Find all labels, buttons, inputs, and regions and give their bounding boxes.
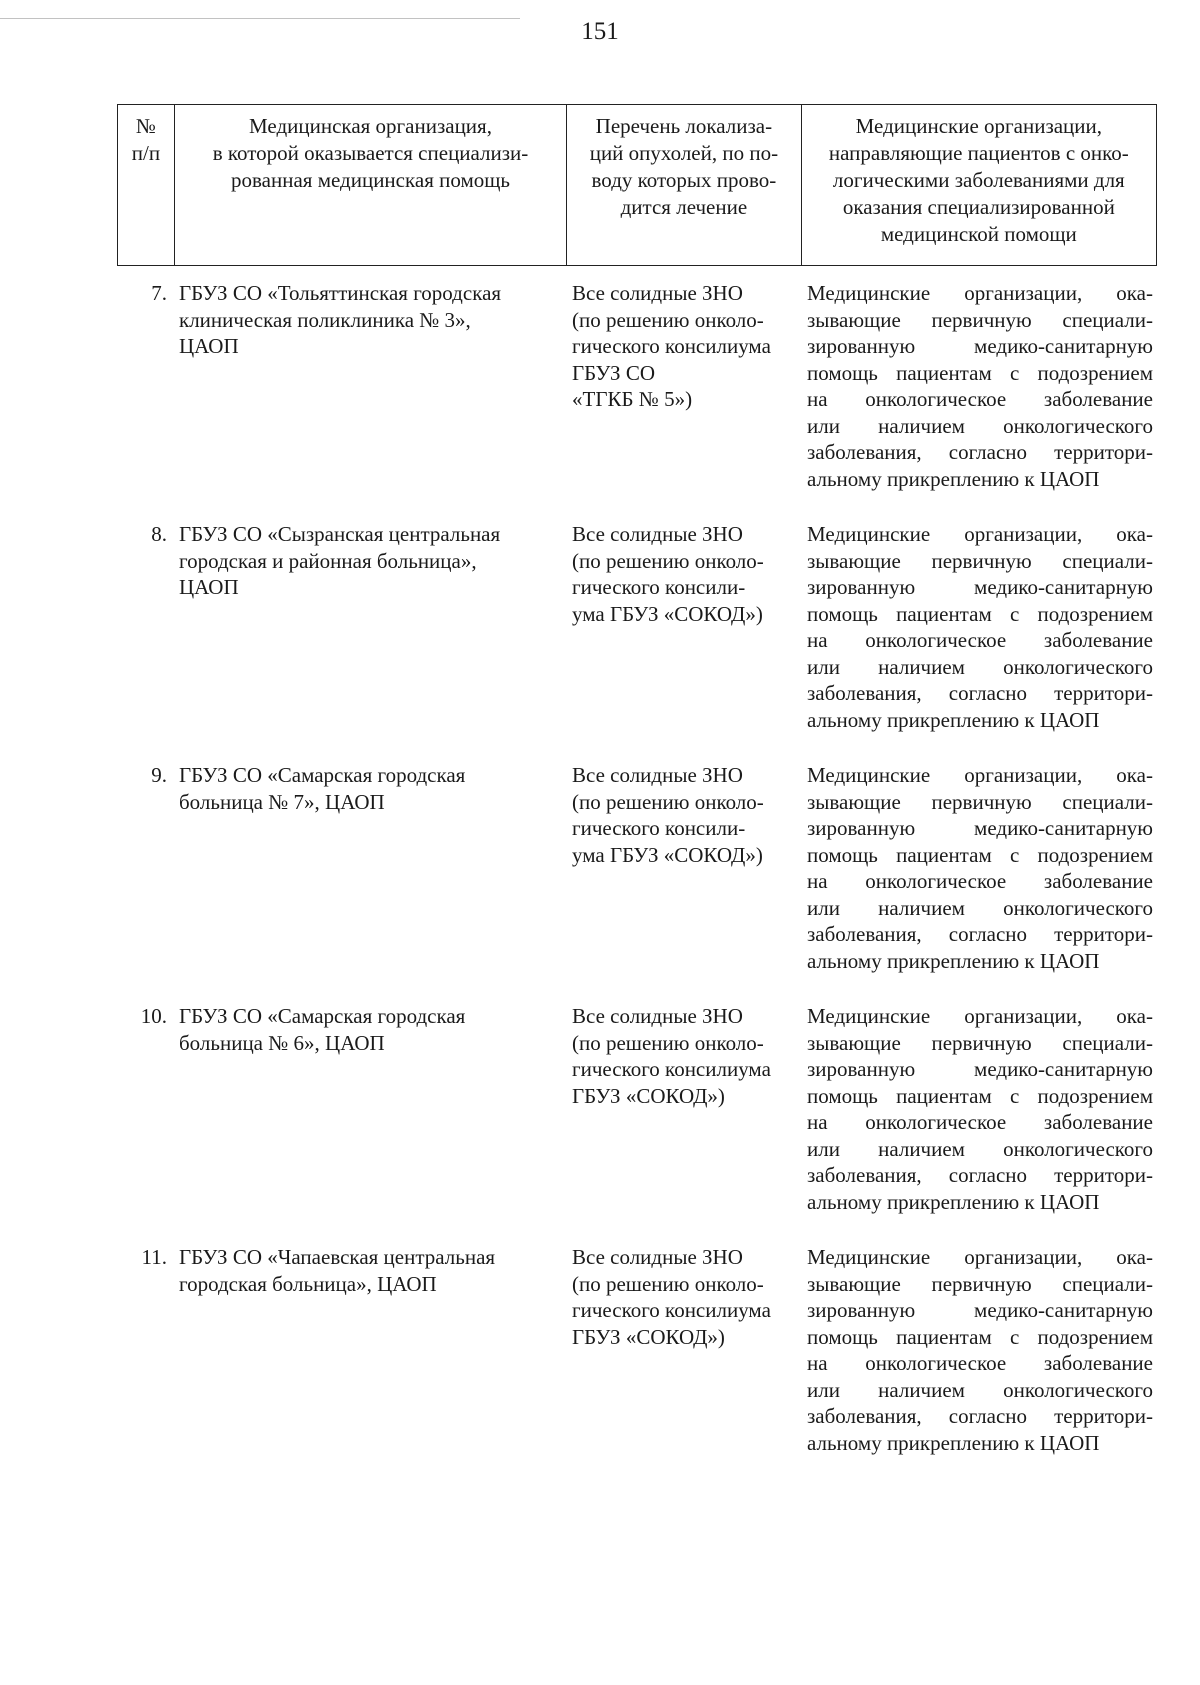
referring-line: или наличием онкологического [807,654,1153,679]
referring-line: на онкологическое заболевание [807,628,1153,652]
referring-line: или наличием онкологического [807,895,1153,920]
referring-line: зывающие первичную специали- [807,1271,1153,1296]
referring-line: на онкологическое заболевание [807,1351,1153,1375]
referring-line: Медицинские организации, ока- [807,281,1153,305]
referring-line: на онкологическое заболевание [807,387,1153,411]
referring-line: помощь пациентам с подозрением [807,601,1153,626]
row-referring [801,280,1157,521]
referring-line: или наличием онкологического [807,1136,1153,1161]
row-referring [801,762,1157,1003]
referring-line: на онкологическое заболевание [807,1110,1153,1134]
row-tumors: Все солидные ЗНО (по решению онколо- гического консилиума ГБУЗ «СОКОД») [572,1004,771,1108]
referring-line: зывающие первичную специали- [807,789,1153,814]
referring-line: помощь пациентам с подозрением [807,1324,1153,1349]
referring-line: зированную медико-санитарную [807,816,1153,840]
header-number: № п/п [131,114,161,165]
row-number: 10. [140,1004,167,1028]
referring-line: заболевания, согласно территори- [807,922,1153,946]
referring-line: помощь пациентам с подозрением [807,1083,1153,1108]
header-tumor-localizations: Перечень локализа- ций опухолей, по по- воду которых прово- дится лечение [566,105,801,265]
referring-line: зированную медико-санитарную [807,1057,1153,1081]
referring-line: или наличием онкологического [807,413,1153,438]
referring-line: альному прикреплению к ЦАОП [807,1189,1100,1214]
row-organization: ГБУЗ СО «Тольяттинская городская клиническая поликлиника № 3», ЦАОП [179,281,502,358]
row-tumors: Все солидные ЗНО (по решению онколо- гического консилиума ГБУЗ «СОКОД») [572,1245,771,1349]
row-referring [801,1244,1157,1485]
row-number: 11. [141,1245,167,1269]
table-row [117,1003,1157,1244]
referring-line: альному прикреплению к ЦАОП [807,948,1100,973]
referring-line: Медицинские организации, ока- [807,1245,1153,1269]
referring-line: зированную медико-санитарную [807,1298,1153,1322]
table-header [117,104,1157,266]
table-row [117,762,1157,1003]
row-tumors: Все солидные ЗНО (по решению онколо- гического консили- ума ГБУЗ «СОКОД») [572,763,764,867]
table-row [117,521,1157,762]
row-organization: ГБУЗ СО «Самарская городская больница № 6», ЦАОП [179,1004,466,1055]
referring-line: зывающие первичную специали- [807,548,1153,573]
referring-line: или наличием онкологического [807,1377,1153,1402]
referring-line: заболевания, согласно территори- [807,681,1153,705]
referring-line: заболевания, согласно территори- [807,1404,1153,1428]
header-referring-organizations: Медицинские организации, направляющие пациентов с онко- логическими заболеваниями для оказания специализированной медицинской помощи [801,105,1156,265]
referring-line: Медицинские организации, ока- [807,763,1153,787]
page-number: 151 [581,18,619,45]
row-organization: ГБУЗ СО «Сызранская центральная городская и районная больница», ЦАОП [179,522,501,599]
table-row [117,280,1157,521]
referring-line: альному прикреплению к ЦАОП [807,466,1100,491]
row-number: 8. [151,522,167,546]
row-number: 9. [151,763,167,787]
referring-line: Медицинские организации, ока- [807,522,1153,546]
row-number: 7. [151,281,167,305]
document-table [117,104,1157,1485]
referring-line: альному прикреплению к ЦАОП [807,707,1100,732]
referring-line: заболевания, согласно территори- [807,440,1153,464]
header-organization: Медицинская организация, в которой оказывается специализи- рованная медицинская помощь [174,105,566,265]
referring-line: заболевания, согласно территори- [807,1163,1153,1187]
row-referring [801,1003,1157,1244]
referring-line: зывающие первичную специали- [807,1030,1153,1055]
referring-line: зывающие первичную специали- [807,307,1153,332]
referring-line: помощь пациентам с подозрением [807,842,1153,867]
referring-line: зированную медико-санитарную [807,575,1153,599]
row-organization: ГБУЗ СО «Самарская городская больница № 7», ЦАОП [179,763,466,814]
row-tumors: Все солидные ЗНО (по решению онколо- гического консили- ума ГБУЗ «СОКОД») [572,522,764,626]
referring-line: помощь пациентам с подозрением [807,360,1153,385]
row-tumors: Все солидные ЗНО (по решению онколо- гического консилиума ГБУЗ СО «ТГКБ № 5») [572,281,771,411]
referring-line: альному прикреплению к ЦАОП [807,1430,1100,1455]
referring-line: на онкологическое заболевание [807,869,1153,893]
referring-line: зированную медико-санитарную [807,334,1153,358]
row-organization: ГБУЗ СО «Чапаевская центральная городская больница», ЦАОП [179,1245,496,1296]
row-referring [801,521,1157,762]
referring-line: Медицинские организации, ока- [807,1004,1153,1028]
table-row [117,1244,1157,1485]
